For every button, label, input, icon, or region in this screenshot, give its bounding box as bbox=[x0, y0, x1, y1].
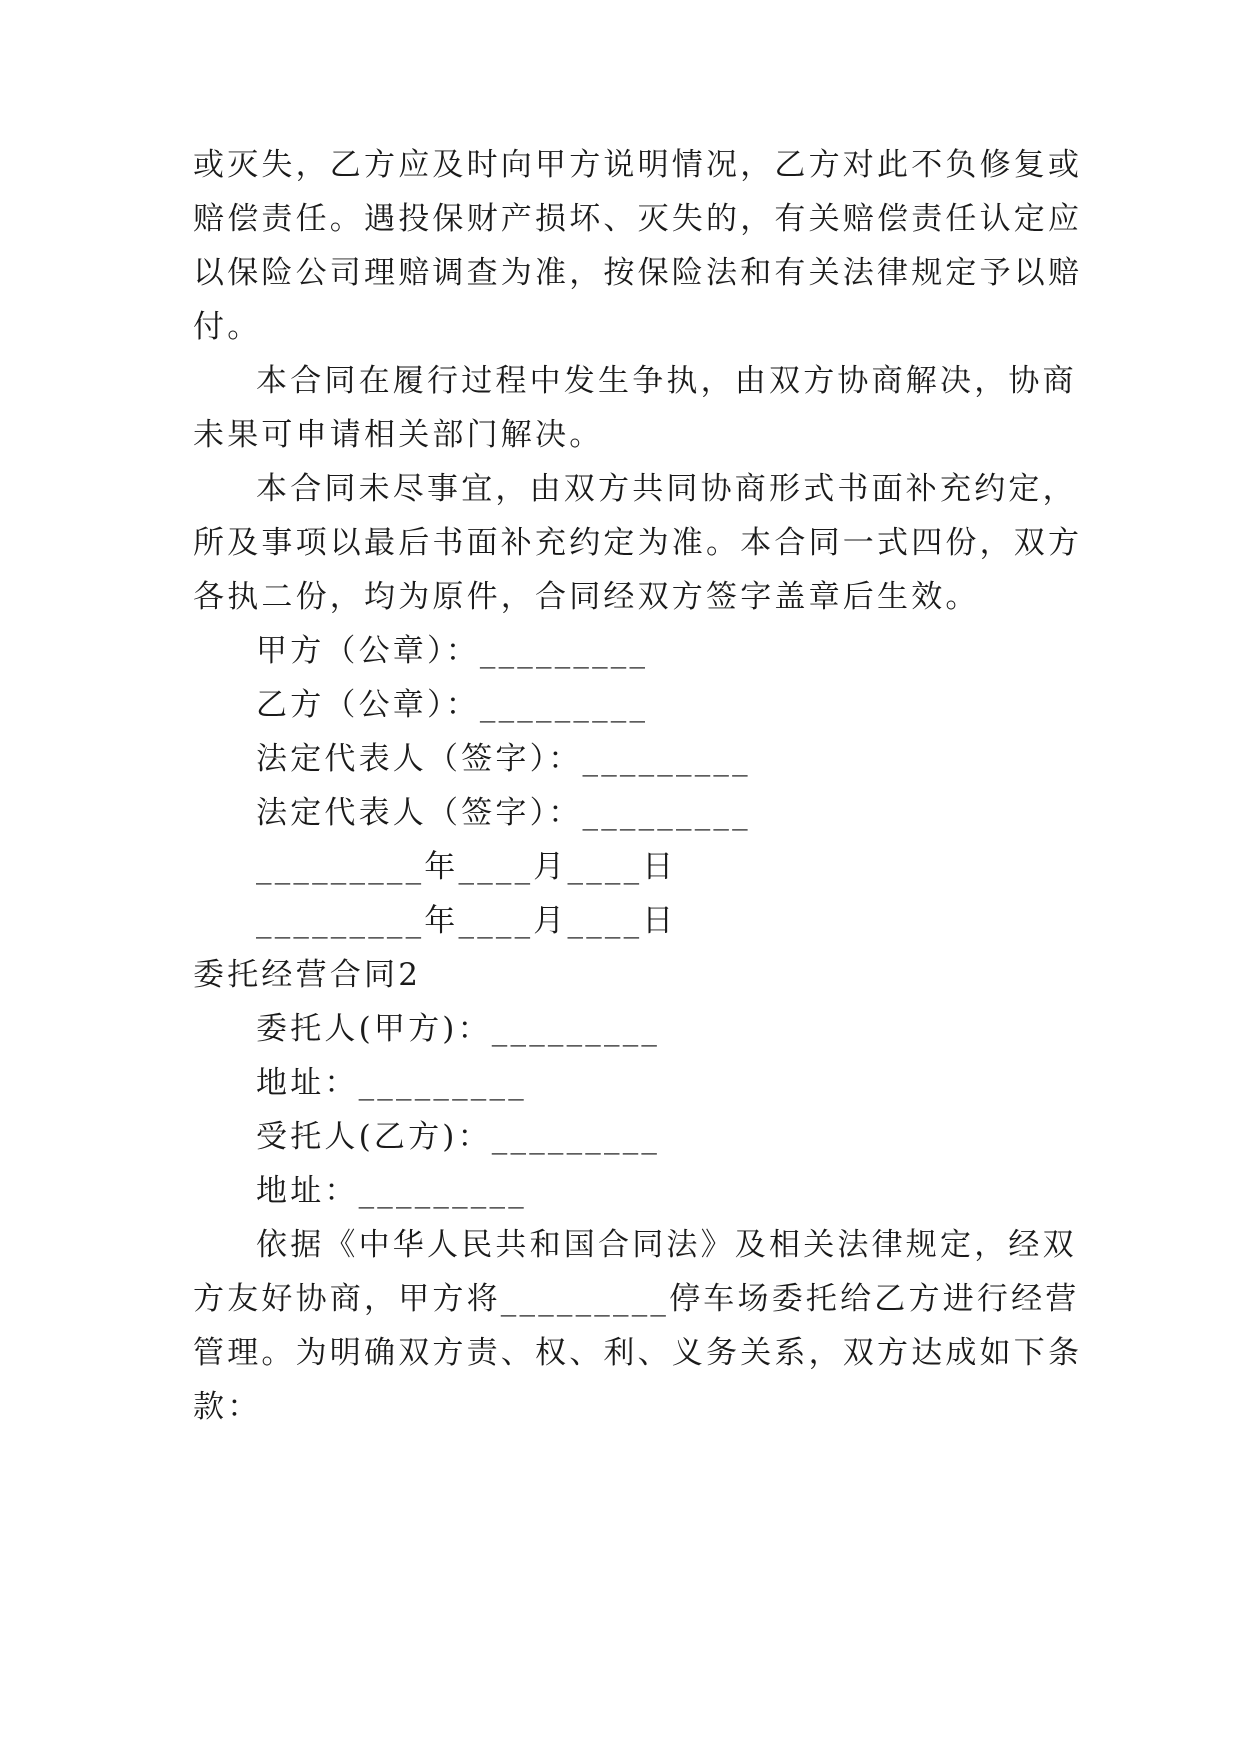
body-text-line: 款： bbox=[193, 1389, 262, 1425]
party-b-seal-line: 乙方（公章）：_________ bbox=[256, 687, 649, 723]
body-text-line: 付。 bbox=[193, 309, 262, 345]
agent-party-line: 受托人(乙方)：_________ bbox=[256, 1119, 661, 1155]
body-text-line: 未果可申请相关部门解决。 bbox=[193, 417, 604, 453]
date-line: _________年____月____日 bbox=[256, 849, 677, 885]
body-text-line: 方友好协商，甲方将_________停车场委托给乙方进行经营 bbox=[193, 1281, 1080, 1317]
paragraph-start-line: 本合同未尽事宜，由双方共同协商形式书面补充约定， bbox=[256, 471, 1077, 507]
section-heading: 委托经营合同2 bbox=[193, 957, 422, 993]
party-a-seal-line: 甲方（公章）：_________ bbox=[256, 633, 649, 669]
legal-representative-signature-line: 法定代表人（签字）：_________ bbox=[256, 741, 751, 777]
legal-representative-signature-line: 法定代表人（签字）：_________ bbox=[256, 795, 751, 831]
body-text-line: 管理。为明确双方责、权、利、义务关系，双方达成如下条 bbox=[193, 1335, 1083, 1371]
body-text-line: 所及事项以最后书面补充约定为准。本合同一式四份，双方 bbox=[193, 525, 1083, 561]
body-text-line: 以保险公司理赔调查为准，按保险法和有关法律规定予以赔 bbox=[193, 255, 1083, 291]
address-line: 地址：_________ bbox=[256, 1065, 527, 1101]
address-line: 地址：_________ bbox=[256, 1173, 527, 1209]
date-line: _________年____月____日 bbox=[256, 903, 677, 939]
body-text-line: 各执二份，均为原件，合同经双方签字盖章后生效。 bbox=[193, 579, 980, 615]
paragraph-start-line: 本合同在履行过程中发生争执，由双方协商解决，协商 bbox=[256, 363, 1077, 399]
body-text-line: 或灭失，乙方应及时向甲方说明情况，乙方对此不负修复或 bbox=[193, 147, 1083, 183]
principal-party-line: 委托人(甲方)：_________ bbox=[256, 1011, 661, 1047]
body-text-line: 赔偿责任。遇投保财产损坏、灭失的，有关赔偿责任认定应 bbox=[193, 201, 1083, 237]
paragraph-start-line: 依据《中华人民共和国合同法》及相关法律规定，经双 bbox=[256, 1227, 1077, 1263]
